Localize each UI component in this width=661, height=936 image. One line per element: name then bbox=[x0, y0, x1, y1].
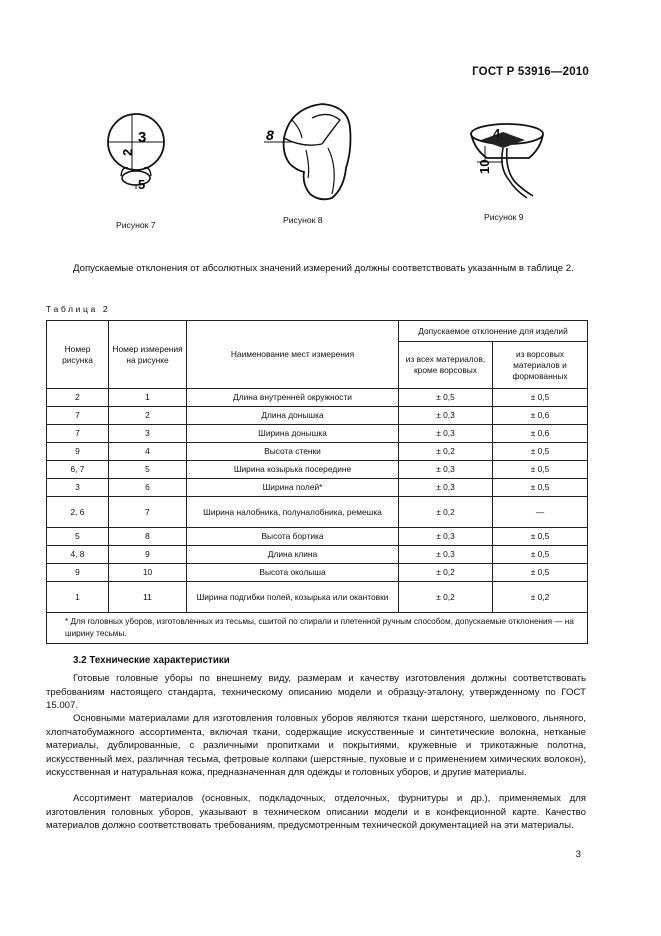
section-paragraph-2: Основными материалами для изготовления головных уборов являются ткани шерстяного, шелкового, льняного, хлопчатобумажного ассортимента, включая ткани, содержащие искусственные и синтетические волокна, нетканые материалы, дублированные, с различными пропитками и покрытиями, кружевные и трикотажные полотна, искусственный мех, различная тесьма, фетровые колпаки (шерстяные, пуховые и с применением химических волокон), искусственная и натуральная кожа, предназначенная для одежды и головных уборов, и другие материалы. bbox=[46, 713, 586, 779]
table-row: 6, 7 5 Ширина козырька посередине ± 0,3 ± 0,5 bbox=[47, 461, 588, 479]
header-tolerance-group: Допускаемое отклонение для изделий bbox=[399, 321, 588, 342]
section-paragraph-1: Готовые головные уборы по внешнему виду, размерам и качеству изготовления должны соответствовать требованиям настоящего стандарта, техническому описанию модели и образцу-эталону, утвержденному по ГОСТ 15.007. bbox=[46, 673, 586, 712]
intro-paragraph: Допускаемые отклонения от абсолютных значений измерений должны соответствовать указанным в таблице 2. bbox=[73, 263, 574, 274]
table-row: 3 6 Ширина полей* ± 0,3 ± 0,5 bbox=[47, 479, 588, 497]
table-row: 7 3 Ширина донышка ± 0,3 ± 0,6 bbox=[47, 425, 588, 443]
figure-9-drawing bbox=[463, 118, 559, 202]
figure-7-drawing bbox=[100, 106, 180, 190]
section-title: 3.2 Технические характеристики bbox=[73, 655, 230, 666]
header-place-name: Наименование мест измерения bbox=[187, 321, 399, 389]
header-pile-materials: из ворсовых материалов и формованных bbox=[493, 342, 588, 389]
table-row: 4, 8 9 Длина клина ± 0,3 ± 0,5 bbox=[47, 546, 588, 564]
figure-8-caption: Рисунок 8 bbox=[283, 215, 323, 225]
table-row: 9 10 Высота околыша ± 0,2 ± 0,5 bbox=[47, 564, 588, 582]
table-row: 5 8 Высота бортика ± 0,3 ± 0,5 bbox=[47, 528, 588, 546]
header-all-materials: из всех материалов, кроме ворсовых bbox=[399, 342, 493, 389]
figure-7-label-5: 5 bbox=[138, 177, 146, 190]
table-footnote: * Для головных уборов, изготовленных из тесьмы, сшитой по спирали и плетенной ручным способом, допускаемые отклонения — на ширину тесьмы. bbox=[47, 613, 588, 644]
figure-7-label-2: 2 bbox=[120, 148, 135, 156]
table-caption: Таблица 2 bbox=[46, 304, 111, 314]
tolerance-table bbox=[46, 320, 588, 644]
table-row: 7 2 Длина донышка ± 0,3 ± 0,6 bbox=[47, 407, 588, 425]
header-figure-no: Номер рисунка bbox=[47, 321, 109, 389]
page-number: 3 bbox=[575, 849, 581, 860]
table-row: 2, 6 7 Ширина налобника, полуналобника, ремешка ± 0,2 — bbox=[47, 497, 588, 528]
section-paragraph-3: Ассортимент материалов (основных, подкладочных, отделочных, фурнитуры и др.), применяемых для изготовления головных уборов, указывают в техническом описании модели и в конфекционной карте. Качество материалов должно соответствовать требованиям, предусмотренным технической документацией на эти материалы. bbox=[46, 793, 586, 832]
header-measure-no: Номер измерения на рисунке bbox=[109, 321, 187, 389]
table-footnote-row bbox=[47, 613, 588, 644]
figure-8-drawing bbox=[262, 98, 358, 206]
figure-9-label-10: 10 bbox=[477, 159, 492, 174]
figure-7-caption: Рисунок 7 bbox=[116, 220, 156, 230]
figure-9-caption: Рисунок 9 bbox=[484, 212, 524, 222]
figure-7-label-3: 3 bbox=[138, 129, 147, 146]
table-row: 9 4 Высота стенки ± 0,2 ± 0,5 bbox=[47, 443, 588, 461]
document-header-id: ГОСТ Р 53916—2010 bbox=[472, 66, 589, 78]
table-row: 1 11 Ширина подгибки полей, козырька или окантовки ± 0,2 ± 0,2 bbox=[47, 582, 588, 613]
figure-8-label-8: 8 bbox=[266, 127, 274, 143]
table-row: 2 1 Длина внутренней окружности ± 0,5 ± 0,5 bbox=[47, 389, 588, 407]
figure-9-label-4: 4 bbox=[493, 126, 501, 141]
